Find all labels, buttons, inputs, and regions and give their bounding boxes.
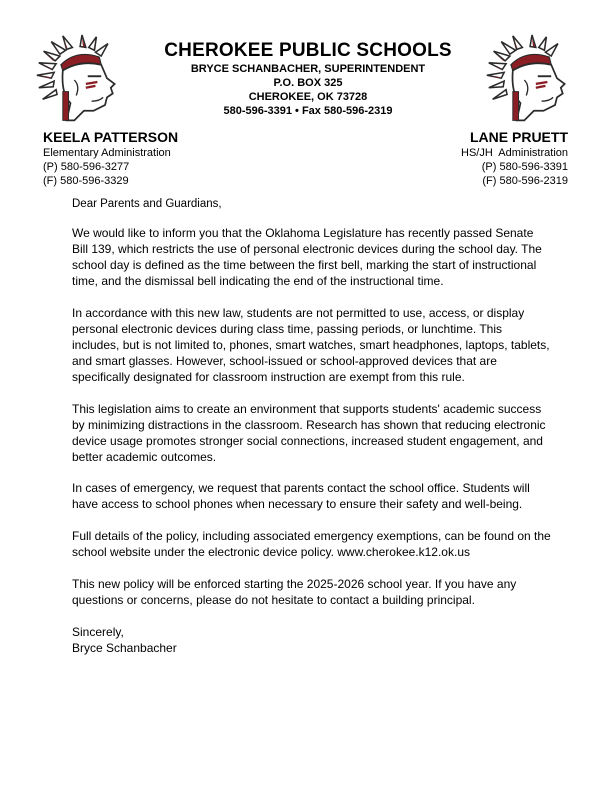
cherokee-chief-logo-icon <box>484 34 580 130</box>
admin-name: KEELA PATTERSON <box>43 129 179 145</box>
admin-fax: (F) 580-596-3329 <box>43 175 129 187</box>
cherokee-chief-logo-icon <box>34 34 130 130</box>
salutation: Dear Parents and Guardians, <box>72 198 222 210</box>
admin-fax: (F) 580-596-2319 <box>482 175 568 187</box>
admin-title: HS/JH Administration <box>461 147 568 159</box>
signature-name: Bryce Schanbacher <box>72 640 177 655</box>
letter-paragraph: In accordance with this new law, students are not permitted to use, access, or display personal electronic devices during class time, passing periods, or lunchtime. This includes, but is not limited to, phones, smart watches, smart headphones, laptops, tablets, and smart glasses. However, school-issued or school-approved devices that are specifically designated for classroom instruction are exempt from this rule. <box>72 305 550 384</box>
admin-name: LANE PRUETT <box>470 129 568 145</box>
closing: Sincerely, <box>72 624 124 639</box>
superintendent-line: BRYCE SCHANBACHER, SUPERINTENDENT <box>190 63 426 75</box>
admin-title: Elementary Administration <box>43 147 171 159</box>
letter-paragraph: Full details of the policy, including associated emergency exemptions, can be found on the school website under the electronic device policy. www.cherokee.k12.ok.us <box>72 529 551 560</box>
school-name: CHEROKEE PUBLIC SCHOOLS <box>164 40 452 61</box>
letter-body <box>72 196 552 656</box>
letterhead-masthead <box>140 40 476 118</box>
hs-jh-admin-block <box>461 128 568 188</box>
admin-phone: (P) 580-596-3391 <box>481 161 568 173</box>
letter-paragraph: We would like to inform you that the Oklahoma Legislature has recently passed Senate Bill 139, which restricts the use of personal electronic devices during the school day. The school day is defined as the time between the first bell, marking the start of instructional time, and the dismissal bell indicating the end of the instructional time. <box>72 226 542 288</box>
elementary-admin-block <box>43 128 178 188</box>
city-state-zip-line: CHEROKEE, OK 73728 <box>248 91 368 103</box>
po-box-line: P.O. BOX 325 <box>273 77 343 89</box>
letter-paragraph: This legislation aims to create an environment that supports students' academic success by minimizing distractions in the classroom. Research has shown that reducing electronic device usage promotes stronger social connections, increased student engagement, and better academic outcomes. <box>72 401 546 464</box>
letter-paragraph: In cases of emergency, we request that parents contact the school office. Students will have access to school phones when necessary to ensure their safety and well-being. <box>72 481 530 512</box>
admin-phone: (P) 580-596-3277 <box>43 161 130 173</box>
phone-fax-line: 580-596-3391 • Fax 580-596-2319 <box>223 105 393 117</box>
letter-paragraph: This new policy will be enforced starting the 2025-2026 school year. If you have any questions or concerns, please do not hesitate to contact a building principal. <box>72 576 517 607</box>
